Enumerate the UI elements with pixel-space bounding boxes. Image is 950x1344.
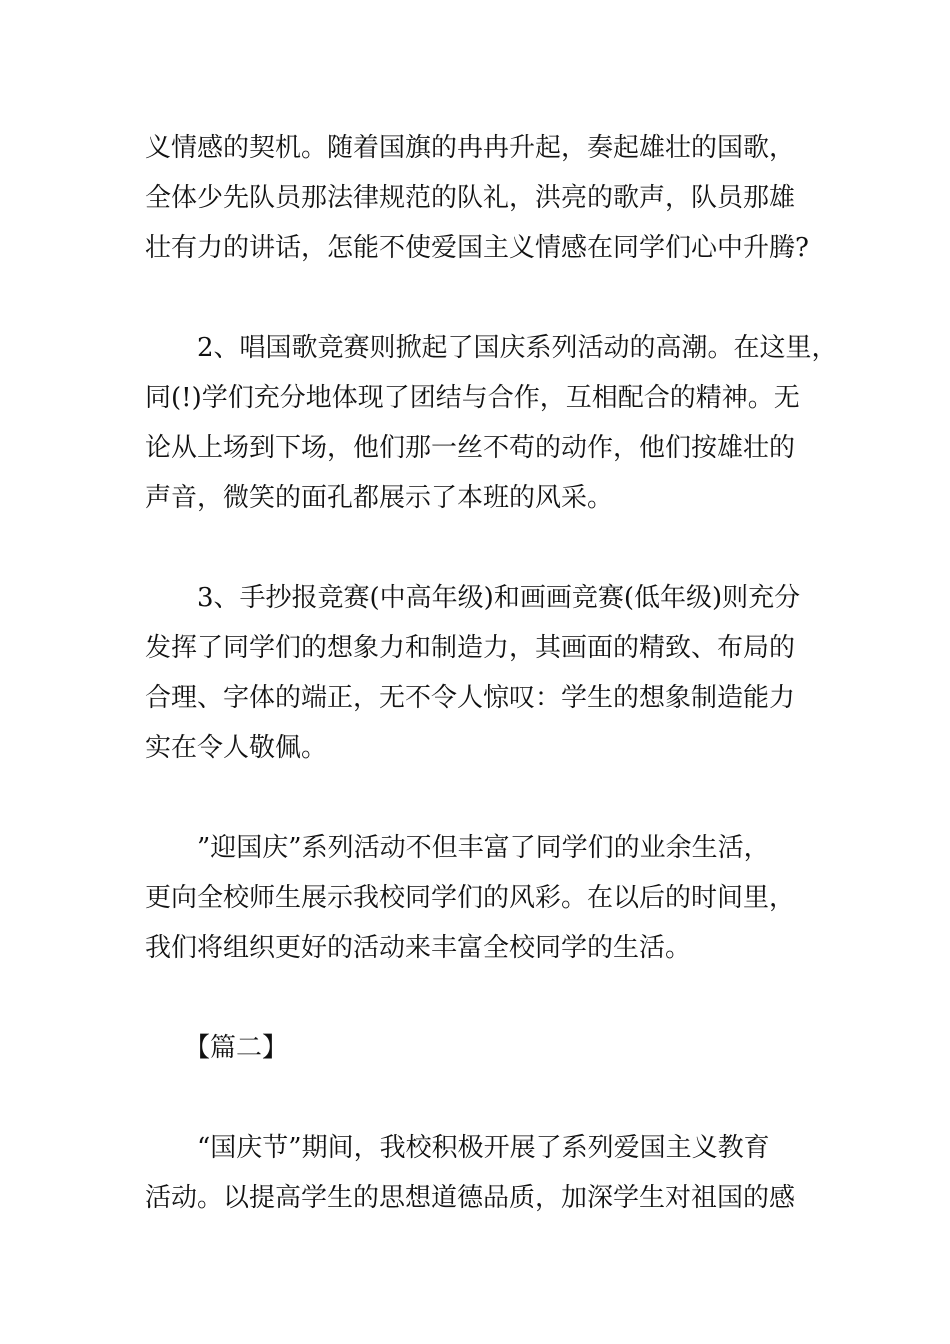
section-heading: 【篇二】 [145, 1033, 289, 1063]
paragraph-3-line-4: 实在令人敬佩。 [145, 733, 328, 763]
paragraph-2-line-4: 声音，微笑的面孔都展示了本班的风采。 [145, 483, 614, 513]
paragraph-1-line-2: 全体少先队员那法律规范的队礼，洪亮的歌声，队员那雄 [145, 183, 796, 213]
paragraph-4-line-1: ”迎国庆”系列活动不但丰富了同学们的业余生活， [145, 833, 770, 863]
paragraph-6-line-2: 活动。以提高学生的思想道德品质，加深学生对祖国的感 [145, 1183, 796, 1213]
paragraph-1-line-3: 壮有力的讲话，怎能不使爱国主义情感在同学们心中升腾? [145, 233, 809, 263]
paragraph-6-line-1: “国庆节”期间，我校积极开展了系列爱国主义教育 [145, 1133, 770, 1163]
paragraph-1-line-1: 义情感的契机。随着国旗的冉冉升起，奏起雄壮的国歌， [145, 133, 796, 163]
paragraph-2-line-1: 2、唱国歌竞赛则掀起了国庆系列活动的高潮。在这里， [145, 333, 838, 363]
paragraph-2-line-2: 同(!)学们充分地体现了团结与合作，互相配合的精神。无 [145, 383, 800, 413]
paragraph-3-line-2: 发挥了同学们的想象力和制造力，其画面的精致、布局的 [145, 633, 796, 663]
paragraph-3-line-3: 合理、字体的端正，无不令人惊叹：学生的想象制造能力 [145, 683, 796, 713]
paragraph-4-line-2: 更向全校师生展示我校同学们的风彩。在以后的时间里， [145, 883, 796, 913]
paragraph-4-line-3: 我们将组织更好的活动来丰富全校同学的生活。 [145, 933, 692, 963]
paragraph-3-line-1: 3、手抄报竞赛(中高年级)和画画竞赛(低年级)则充分 [145, 583, 801, 613]
paragraph-2-line-3: 论从上场到下场，他们那一丝不苟的动作，他们按雄壮的 [145, 433, 796, 463]
